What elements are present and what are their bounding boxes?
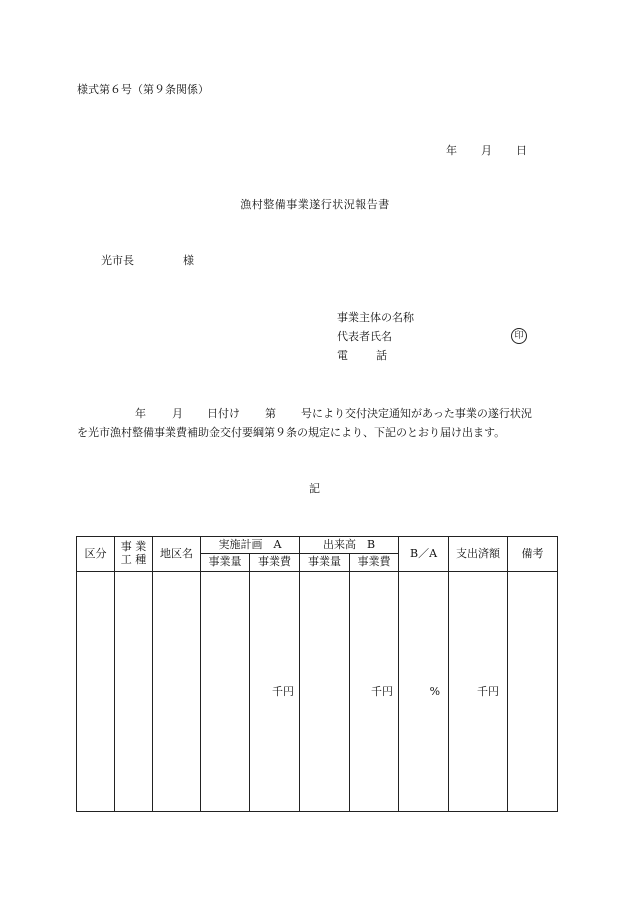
date-year: 年 — [446, 144, 457, 157]
header-plan-volume: 事業量 — [201, 554, 250, 572]
body-day-suffix: 日付け — [207, 407, 240, 420]
header-plan: 実施計画 A — [201, 537, 300, 554]
seal-mark: 印 — [511, 328, 527, 344]
record-mark: 記 — [309, 482, 320, 495]
unit-paid: 千円 — [477, 685, 500, 699]
cell-work-type — [115, 572, 153, 812]
header-district: 地区名 — [153, 537, 201, 572]
body-text-line2: を光市漁村整備事業費補助金交付要綱第９条の規定により、下記のとおり届け出ます。 — [77, 426, 506, 439]
header-progress: 出来高 B — [300, 537, 399, 554]
body-year: 年 — [135, 407, 146, 420]
addressee-name: 光市長 — [101, 254, 134, 267]
org-name-label: 事業主体の名称 — [337, 311, 414, 324]
header-ratio: B／A — [399, 537, 449, 572]
cell-progress-volume — [300, 572, 350, 812]
header-plan-cost: 事業費 — [250, 554, 300, 572]
header-paid: 支出済額 — [449, 537, 508, 572]
unit-progress-cost: 千円 — [371, 685, 394, 699]
body-number-prefix: 第 — [265, 407, 276, 420]
cell-paid — [449, 572, 508, 812]
header-work-type-line2: 工 種 — [120, 553, 147, 566]
cell-category — [77, 572, 115, 812]
cell-plan-volume — [201, 572, 250, 812]
header-work-type — [115, 537, 153, 572]
header-work-type-line1: 事 業 — [120, 540, 147, 554]
representative-name-label: 代表者氏名 — [337, 330, 392, 343]
unit-ratio: % — [429, 685, 441, 699]
cell-district — [153, 572, 201, 812]
header-progress-cost: 事業費 — [350, 554, 399, 572]
phone-label-char-2: 話 — [376, 349, 387, 362]
date-day: 日 — [516, 144, 527, 157]
progress-report-table — [76, 536, 558, 812]
form-number: 様式第６号（第９条関係） — [77, 83, 209, 96]
header-remarks: 備考 — [508, 537, 558, 572]
date-month: 月 — [481, 144, 492, 157]
phone-label-char-1: 電 — [337, 349, 348, 362]
cell-ratio — [399, 572, 449, 812]
body-month: 月 — [172, 407, 183, 420]
header-category: 区分 — [77, 537, 115, 572]
unit-plan-cost: 千円 — [272, 685, 295, 699]
body-text-1: 号により交付決定通知があった事業の遂行状況 — [301, 407, 532, 420]
header-progress-volume: 事業量 — [300, 554, 350, 572]
cell-progress-cost — [350, 572, 399, 812]
cell-plan-cost — [250, 572, 300, 812]
addressee-honorific: 様 — [183, 254, 194, 267]
document-title: 漁村整備事業遂行状況報告書 — [240, 198, 390, 211]
cell-remarks — [508, 572, 558, 812]
